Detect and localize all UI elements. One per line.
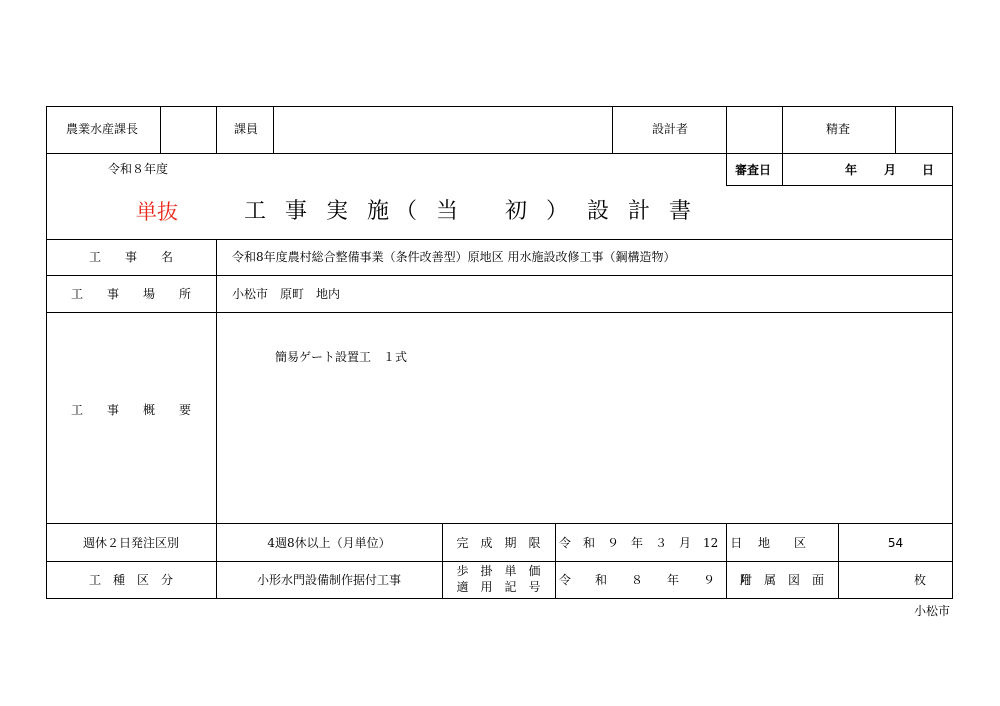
completion-label: 完 成 期 限 <box>456 536 541 550</box>
col-divider <box>612 106 613 153</box>
completion-value: 令 和 ９ 年 ３ 月 12 日 <box>559 536 743 550</box>
col-divider <box>726 106 727 153</box>
row-divider <box>46 523 953 524</box>
unit-price-label-line2: 適 用 記 号 <box>456 580 541 594</box>
attachments-label: 附 属 図 面 <box>739 573 824 587</box>
staff-label: 課員 <box>234 122 259 136</box>
checker-label: 精査 <box>826 122 851 136</box>
unit-price-value: 令 和 ８ 年 ９ 月 <box>559 573 752 587</box>
col-divider <box>782 106 783 153</box>
holiday-label: 週休２日発注区別 <box>82 536 179 550</box>
col-divider <box>726 523 727 599</box>
standalone-label: 単抜 <box>136 200 178 224</box>
row-divider <box>46 312 953 313</box>
district-label: 地 区 <box>757 536 806 550</box>
design-document-frame <box>46 106 953 599</box>
col-divider <box>726 153 727 185</box>
designer-label: 設計者 <box>652 122 689 136</box>
holiday-value: 4週8休以上（月単位） <box>267 536 391 550</box>
location-value: 小松市 原町 地内 <box>232 287 341 301</box>
agri-director-label: 農業水産課長 <box>66 122 139 136</box>
location-label: 工 事 場 所 <box>70 287 191 301</box>
summary-label: 工 事 概 要 <box>70 403 191 417</box>
work-type-value: 小形水門設備制作据付工事 <box>256 573 401 587</box>
summary-value: 簡易ゲート設置工 １式 <box>275 350 408 364</box>
work-type-label: 工 種 区 分 <box>88 573 173 587</box>
district-value: 54 <box>887 536 904 550</box>
project-name-label: 工 事 名 <box>88 250 173 264</box>
fiscal-year: 令和８年度 <box>108 162 169 176</box>
year-label: 年 <box>845 163 858 177</box>
row-divider <box>46 153 953 154</box>
row-divider <box>726 185 953 186</box>
day-label: 日 <box>922 163 935 177</box>
col-divider <box>160 106 161 153</box>
month-label: 月 <box>884 163 897 177</box>
document-title: 工 事 実 施（ 当 初 ） 設 計 書 <box>244 199 697 224</box>
review-date-label: 審査日 <box>735 163 772 177</box>
row-divider <box>46 239 953 240</box>
unit-price-label-line1: 歩 掛 単 価 <box>456 564 541 578</box>
row-divider <box>46 561 953 562</box>
col-divider <box>838 523 839 599</box>
col-divider <box>895 106 896 153</box>
col-divider <box>555 523 556 599</box>
col-divider <box>216 106 217 153</box>
row-divider <box>46 275 953 276</box>
col-divider <box>273 106 274 153</box>
col-divider <box>782 153 783 185</box>
project-name-value: 令和8年度農村総合整備事業（条件改善型）原地区 用水施設改修工事（鋼構造物） <box>232 250 676 264</box>
organization-name: 小松市 <box>914 604 951 618</box>
attachments-unit: 枚 <box>914 573 927 587</box>
